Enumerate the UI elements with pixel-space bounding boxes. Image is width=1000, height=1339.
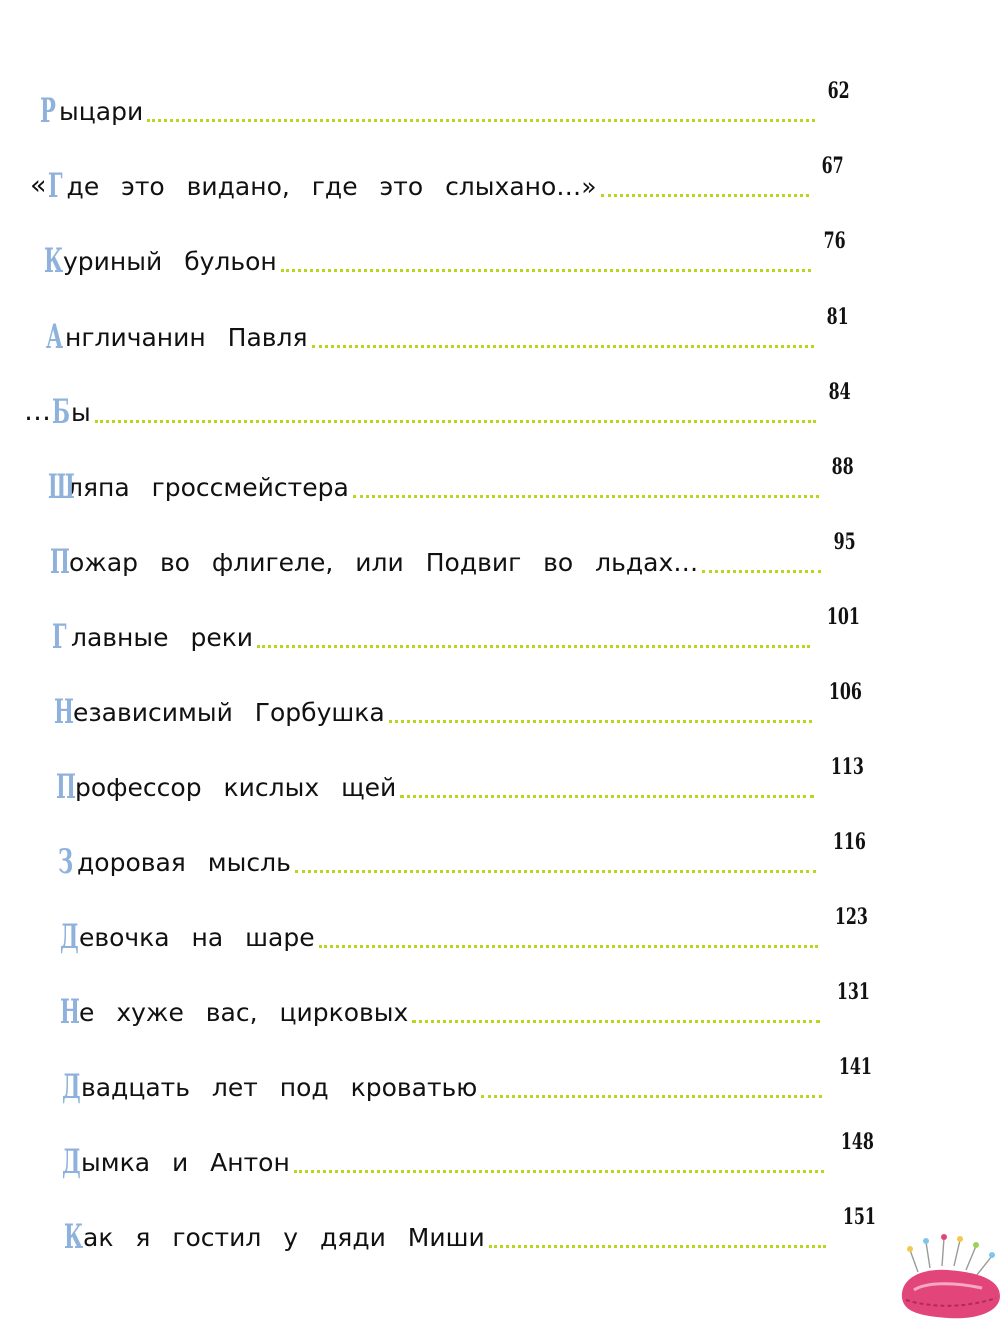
entry-initial: А bbox=[46, 317, 64, 357]
entry-title: ыцари bbox=[59, 97, 144, 126]
entry-page-number: 95 bbox=[833, 529, 856, 555]
entry-title: ак я гостил у дяди Миши bbox=[83, 1223, 485, 1252]
toc-entry[interactable] bbox=[56, 754, 864, 807]
entry-initial: Н bbox=[54, 692, 74, 732]
dotted-leader bbox=[400, 795, 814, 798]
entry-page-number: 101 bbox=[826, 604, 860, 630]
toc-entry[interactable] bbox=[62, 1129, 874, 1182]
entry-title: ы bbox=[71, 398, 91, 427]
toc-entry[interactable] bbox=[58, 829, 866, 882]
toc-entry[interactable] bbox=[30, 153, 844, 206]
entry-title: вадцать лет под кроватью bbox=[81, 1073, 478, 1102]
toc-entry[interactable] bbox=[40, 78, 850, 131]
toc-entry[interactable] bbox=[60, 904, 868, 957]
entry-initial: З bbox=[58, 842, 74, 882]
entry-page-number: 151 bbox=[842, 1204, 876, 1230]
entry-title: лавные реки bbox=[71, 623, 254, 652]
dotted-leader bbox=[295, 870, 816, 873]
dotted-leader bbox=[257, 645, 810, 648]
dotted-leader bbox=[601, 194, 810, 197]
entry-page-number: 62 bbox=[827, 78, 850, 104]
entry-initial: К bbox=[44, 241, 64, 281]
entry-initial: Н bbox=[60, 992, 80, 1032]
toc-entry[interactable] bbox=[24, 379, 851, 432]
entry-page-number: 131 bbox=[836, 979, 870, 1005]
toc-entry[interactable] bbox=[64, 1204, 876, 1257]
toc-entry[interactable] bbox=[52, 604, 860, 657]
entry-page-number: 106 bbox=[828, 679, 862, 705]
entry-page-number: 67 bbox=[821, 153, 844, 179]
dotted-leader bbox=[281, 269, 812, 272]
entry-prefix: « bbox=[30, 170, 48, 201]
entry-initial: К bbox=[64, 1217, 84, 1257]
pincushion-icon bbox=[896, 1224, 1000, 1339]
toc-entry[interactable] bbox=[54, 679, 862, 732]
entry-initial: П bbox=[50, 542, 70, 582]
toc-entry[interactable] bbox=[60, 979, 870, 1032]
dotted-leader bbox=[147, 119, 815, 122]
dotted-leader bbox=[353, 495, 820, 498]
entry-title: ымка и Антон bbox=[81, 1148, 290, 1177]
entry-title: евочка на шаре bbox=[79, 923, 315, 952]
entry-initial: Г bbox=[52, 617, 67, 657]
entry-initial: Г bbox=[47, 166, 63, 206]
entry-page-number: 88 bbox=[831, 454, 854, 480]
toc-entry[interactable] bbox=[62, 1054, 872, 1107]
cushion-body bbox=[902, 1270, 1000, 1319]
entry-page-number: 116 bbox=[832, 829, 866, 855]
toc-entry[interactable] bbox=[48, 454, 854, 507]
entry-title: ляпа гроссмейстера bbox=[67, 473, 349, 502]
entry-title: нгличанин Павля bbox=[65, 323, 308, 352]
dotted-leader bbox=[702, 570, 821, 573]
dotted-leader bbox=[481, 1095, 822, 1098]
entry-title: уриный бульон bbox=[63, 247, 277, 276]
entry-initial: Ш bbox=[48, 467, 75, 507]
entry-page-number: 84 bbox=[828, 379, 851, 405]
entry-initial: Д bbox=[60, 917, 79, 957]
toc-entry[interactable] bbox=[50, 529, 856, 582]
entry-title: езависимый Горбушка bbox=[73, 698, 385, 727]
entry-title: е хуже вас, цирковых bbox=[79, 998, 409, 1027]
entry-title: ожар во флигеле, или Подвиг во льдах… bbox=[69, 548, 699, 577]
entry-initial: Д bbox=[62, 1067, 81, 1107]
entry-prefix: … bbox=[24, 396, 52, 427]
dotted-leader bbox=[389, 720, 812, 723]
toc-entry[interactable] bbox=[46, 304, 849, 357]
dotted-leader bbox=[319, 945, 818, 948]
entry-page-number: 81 bbox=[826, 304, 849, 330]
entry-page-number: 123 bbox=[834, 904, 868, 930]
dotted-leader bbox=[294, 1170, 824, 1173]
entry-title: доровая мысль bbox=[77, 848, 291, 877]
toc-entry[interactable] bbox=[44, 228, 846, 281]
entry-initial: Д bbox=[62, 1142, 81, 1182]
dotted-leader bbox=[95, 420, 817, 423]
entry-title: рофессор кислых щей bbox=[75, 773, 397, 802]
entry-page-number: 113 bbox=[830, 754, 864, 780]
entry-page-number: 141 bbox=[838, 1054, 872, 1080]
dotted-leader bbox=[489, 1245, 826, 1248]
entry-page-number: 76 bbox=[823, 228, 846, 254]
entry-initial: П bbox=[56, 767, 76, 807]
entry-initial: Б bbox=[52, 392, 71, 432]
entry-initial: Р bbox=[40, 91, 56, 131]
entry-title: де это видано, где это слыхано…» bbox=[66, 172, 597, 201]
dotted-leader bbox=[412, 1020, 820, 1023]
dotted-leader bbox=[312, 345, 815, 348]
entry-page-number: 148 bbox=[840, 1129, 874, 1155]
pin-heads-group bbox=[907, 1234, 995, 1258]
